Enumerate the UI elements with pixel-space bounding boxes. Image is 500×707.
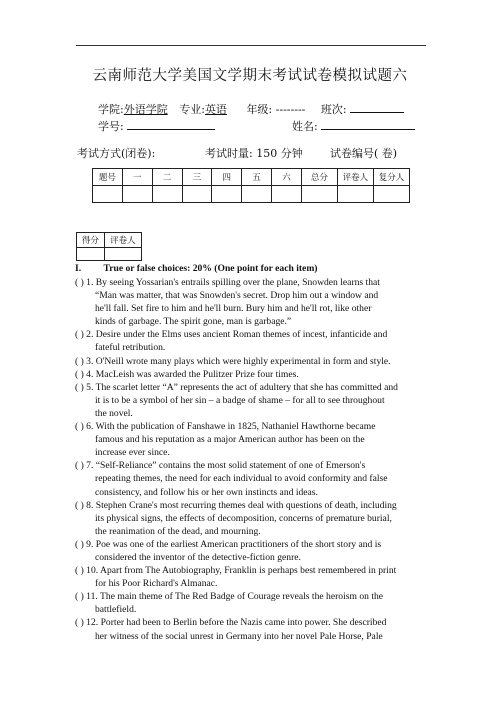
question-item	[75, 355, 427, 368]
question-continuation-line: the novel.	[95, 407, 133, 419]
question-first-line: ( ) 5. The scarlet letter “A” represents the act of adultery that she has committed and	[75, 381, 398, 393]
student-id-label: 学号:	[98, 120, 124, 133]
score-table-header-row	[93, 169, 410, 186]
score-cell[interactable]	[373, 186, 409, 203]
student-id-field[interactable]	[127, 119, 215, 130]
grader-cell[interactable]	[104, 248, 141, 261]
grader-box	[76, 232, 142, 261]
college-value[interactable]: 外语学院	[123, 103, 168, 116]
question-continuation-line: famous and his reputation as a major American author has been on the	[95, 434, 365, 446]
grade-label: 年级:	[246, 103, 273, 116]
score-cell[interactable]	[212, 186, 242, 203]
score-cell[interactable]	[242, 186, 272, 203]
question-first-line: ( ) 3. O'Neill wrote many plays which were highly experimental in form and style.	[75, 355, 391, 367]
question-continuation-line: it is to be a symbol of her sin – a badge of shame – for all to see throughout	[95, 394, 385, 406]
question-continuation-line: its physical signs, the effects of decomposition, concerns of premature burial,	[95, 512, 392, 524]
info-row-2b	[292, 118, 415, 134]
header-rule	[76, 45, 426, 46]
score-cell[interactable]	[152, 186, 182, 203]
score-header-cell: 总分	[301, 169, 337, 186]
college-label: 学院:	[98, 103, 124, 116]
question-first-line: ( ) 2. Desire under the Elms uses ancient Roman themes of incest, infanticide and	[75, 329, 388, 341]
question-first-line: ( ) 7. “Self-Reliance” contains the most solid statement of one of Emerson's	[75, 460, 366, 472]
question-continuation-line: consistency, and follow his or her own instincts and ideas.	[95, 486, 318, 498]
section-heading	[75, 263, 318, 274]
question-item	[75, 564, 427, 590]
section-number: I.	[75, 263, 82, 274]
question-item	[75, 616, 427, 642]
score-header-cell: 五	[242, 169, 272, 186]
question-continuation-line: for his Poor Richard's Almanac.	[95, 578, 218, 590]
score-cell[interactable]	[337, 186, 373, 203]
class-label: 班次:	[320, 103, 347, 116]
exam-method: 考试方式(闭卷):	[77, 147, 156, 160]
question-continuation-line: the reanimation of the dead, and mourning.	[95, 525, 261, 537]
question-first-line: ( ) 10. Apart from The Autobiography, Franklin is perhaps best remembered in print	[75, 565, 397, 577]
question-item	[75, 499, 427, 538]
question-item	[75, 590, 427, 616]
question-first-line: ( ) 11. The main theme of The Red Badge of Courage reveals the heroism on the	[75, 591, 384, 603]
exam-paper-no: 试卷编号( 卷)	[330, 147, 398, 160]
score-header-cell: 一	[122, 169, 152, 186]
grader-cell[interactable]	[77, 248, 105, 261]
question-continuation-line: increase ever since.	[95, 447, 170, 459]
score-header-cell: 二	[152, 169, 182, 186]
question-item	[75, 538, 427, 564]
question-item	[75, 368, 427, 381]
page-title: 云南师范大学美国文学期末考试试卷模拟试题六	[92, 68, 408, 84]
score-header-cell: 复分人	[373, 169, 409, 186]
question-continuation-line: fateful retribution.	[95, 342, 166, 354]
question-continuation-line: battlefield.	[95, 604, 137, 616]
question-item	[75, 381, 427, 420]
score-header-cell: 评卷人	[337, 169, 373, 186]
question-continuation-line: repeating themes, the need for each individual to avoid conformity and false	[95, 473, 388, 485]
question-continuation-line: “Man was matter, that was Snowden's secret. Drop him out a window and	[95, 290, 379, 302]
name-label: 姓名:	[292, 120, 318, 133]
section-title: True or false choices: 20% (One point for each item)	[103, 263, 318, 274]
question-item	[75, 420, 427, 459]
question-first-line: ( ) 12. Porter had been to Berlin before the Nazis came into power. She described	[75, 617, 387, 629]
score-table	[92, 168, 410, 203]
score-cell[interactable]	[301, 186, 337, 203]
question-first-line: ( ) 6. With the publication of Fanshawe in 1825, Nathaniel Hawthorne became	[75, 421, 376, 433]
grade-value[interactable]: --------	[275, 103, 306, 116]
question-first-line: ( ) 9. Poe was one of the earliest American practitioners of the short story and is	[75, 538, 382, 550]
major-value[interactable]: 英语	[204, 103, 227, 116]
question-first-line: ( ) 1. By seeing Yossarian's entrails spilling over the plane, Snowden learns that	[75, 277, 380, 288]
score-cell[interactable]	[182, 186, 212, 203]
class-field[interactable]	[350, 102, 404, 113]
grader-box-header-row	[77, 233, 142, 248]
grader-header-cell: 评卷人	[104, 233, 141, 248]
question-item	[75, 276, 427, 328]
name-field[interactable]	[321, 119, 415, 130]
question-continuation-line: kinds of garbage. The spirit gone, man is garbage.”	[95, 316, 292, 328]
score-cell[interactable]	[93, 186, 123, 203]
question-continuation-line: he'll fall. Set fire to him and he'll burn. Bury him and he'll rot, like other	[95, 303, 372, 315]
major-label: 专业:	[179, 103, 205, 116]
question-first-line: ( ) 8. Stephen Crane's most recurring themes deal with questions of death, including	[75, 499, 397, 511]
score-header-cell: 题号	[93, 169, 123, 186]
question-continuation-line: considered the inventor of the detective-fiction genre.	[95, 551, 301, 563]
grader-header-cell: 得分	[77, 233, 105, 248]
question-first-line: ( ) 4. MacLeish was awarded the Pulitzer Prize four times.	[75, 368, 299, 380]
info-row-2	[98, 118, 215, 134]
score-header-cell: 六	[272, 169, 302, 186]
score-header-cell: 四	[212, 169, 242, 186]
score-cell[interactable]	[272, 186, 302, 203]
grader-box-entry-row	[77, 248, 142, 261]
score-table-entry-row	[93, 186, 410, 203]
info-row-1	[98, 101, 404, 117]
question-continuation-line: her witness of the social unrest in Germany into her novel Pale Horse, Pale	[95, 630, 383, 642]
question-list	[75, 276, 427, 643]
score-header-cell: 三	[182, 169, 212, 186]
score-cell[interactable]	[122, 186, 152, 203]
question-item	[75, 459, 427, 498]
question-item	[75, 328, 427, 354]
exam-duration: 考试时量: 150 分钟	[205, 147, 303, 160]
